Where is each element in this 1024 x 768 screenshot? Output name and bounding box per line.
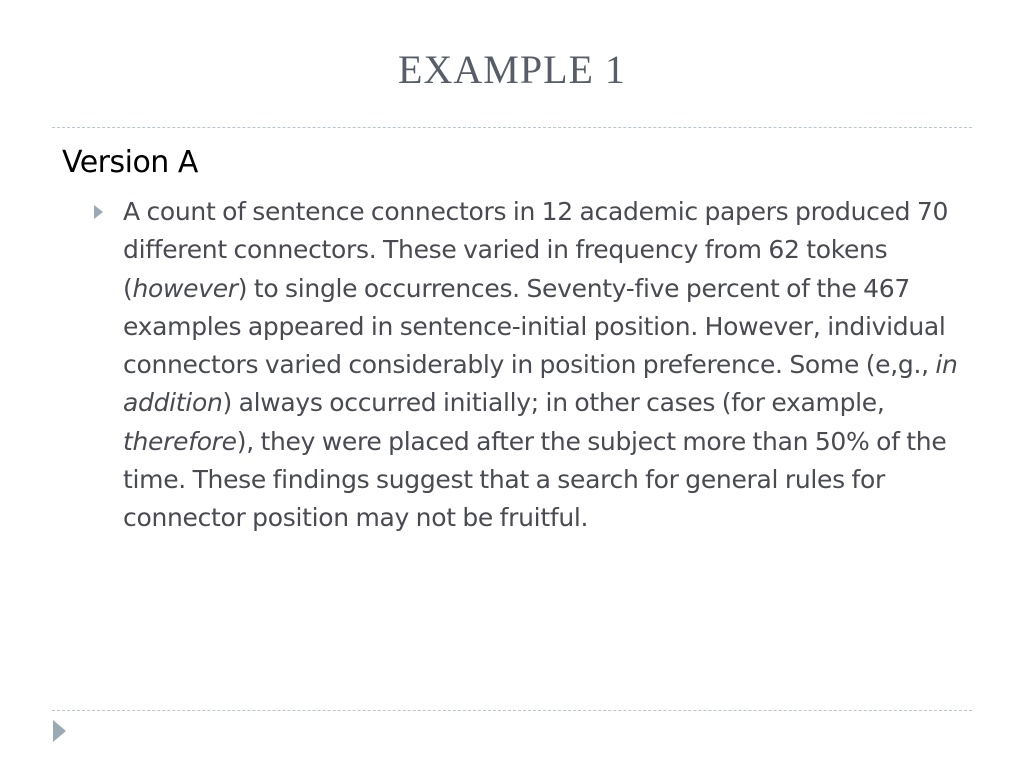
section-heading: Version A	[62, 145, 198, 180]
bullet-text	[123, 193, 964, 538]
bullet-list-item	[94, 193, 964, 538]
text-segment: A count of sentence connectors in 12 academic papers produced 70 different connectors. These varied in frequency from 62 tokens (	[123, 197, 949, 303]
italic-term-however: however	[132, 273, 238, 303]
italic-term-in-addition: in addition	[123, 350, 958, 418]
text-segment: ) to single occurrences. Seventy-five percent of the 467 examples appeared in sentence-initial position. However, individual connectors varied considerably in position preference. Some (e,g.,	[123, 273, 946, 380]
triangle-bullet-icon	[94, 205, 103, 219]
text-segment: ) always occurred initially; in other cases (for example,	[222, 388, 885, 418]
italic-term-therefore: therefore	[123, 426, 237, 456]
title-divider	[52, 127, 972, 128]
text-segment: ), they were placed after the subject more than 50% of the time. These findings suggest that a search for general rules for connector position may not be fruitful.	[123, 426, 947, 533]
footer-divider	[52, 710, 972, 711]
slide-title: EXAMPLE 1	[398, 47, 626, 92]
next-slide-arrow-icon[interactable]	[53, 720, 66, 742]
